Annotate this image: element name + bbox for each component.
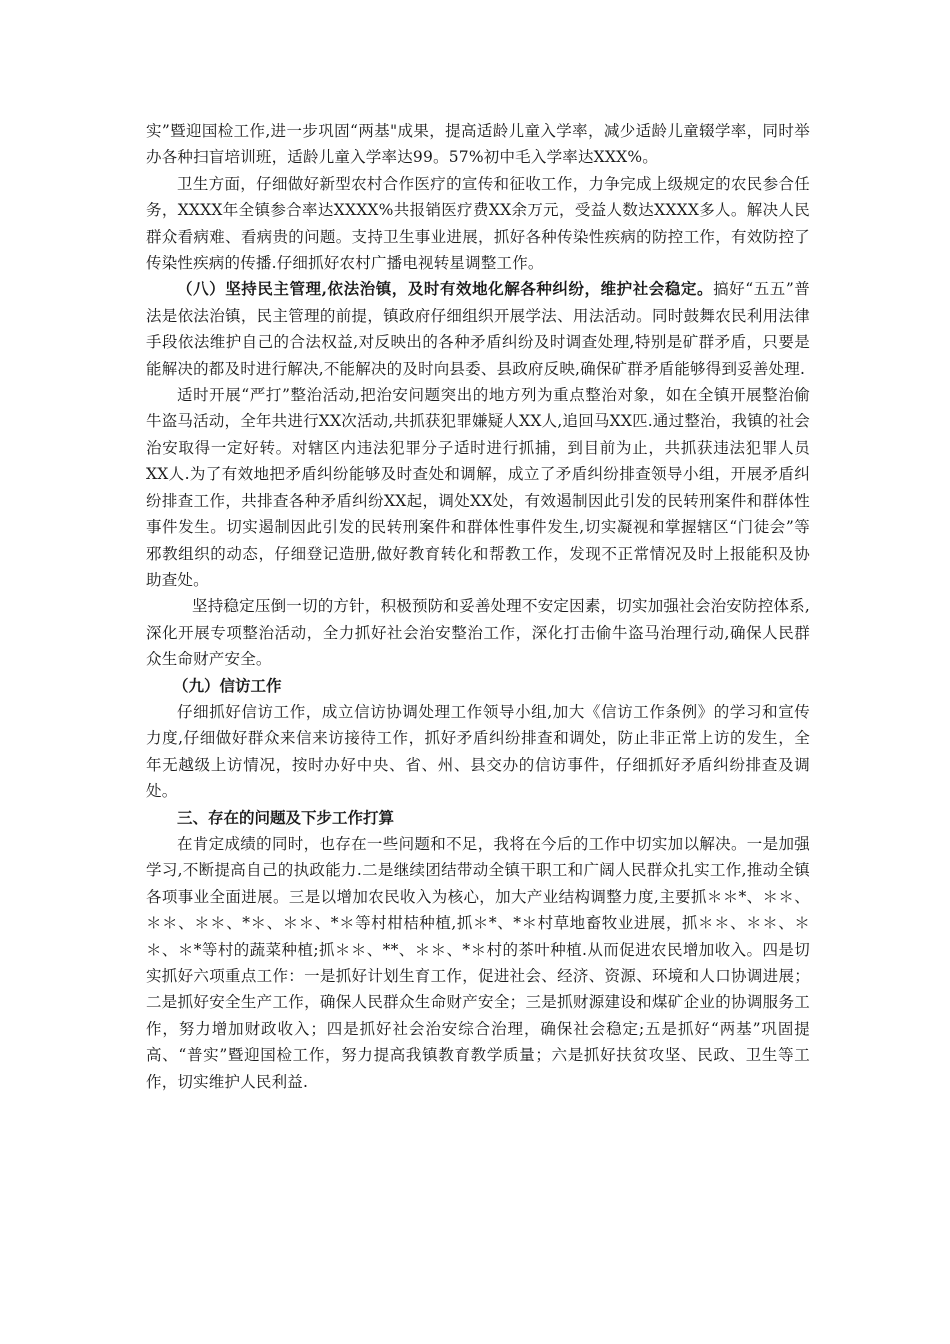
document-body <box>146 118 810 1095</box>
paragraph-strike-hard: 适时开展“严打”整治活动,把治安问题突出的地方列为重点整治对象，如在全镇开展整治偷牛盗马活动，全年共进行XX次活动,共抓获犯罪嫌疑人XX人,追回马XX匹.通过整治，我镇的社会治安取得一定好转。对辖区内违法犯罪分子适时进行抓捕，到目前为止，共抓获违法犯罪人员XX人.为了有效地把矛盾纠纷能够及时查处和调解，成立了矛盾纠纷排查领导小组，开展矛盾纠纷排查工作，共排查各种矛盾纠纷XX起，调处XX处，有效遏制因此引发的民转刑案件和群体性事件发生。切实遏制因此引发的民转刑案件和群体性事件发生,切实凝视和掌握辖区“门徒会”等邪教组织的动态，仔细登记造册,做好教育转化和帮教工作，发现不正常情况及时上报能积及协助查处。 <box>146 386 810 589</box>
section-nine-heading: （九）信访工作 <box>173 675 282 695</box>
section-three-heading: 三、存在的问题及下步工作打算 <box>177 807 395 827</box>
paragraph-education: 实”暨迎国检工作,进一步巩固“两基"成果，提高适龄儿童入学率，减少适龄儿童辍学率，同时举办各种扫盲培训班，适龄儿童入学率达99。57%初中毛入学率达XXX%。 <box>146 122 810 167</box>
paragraph-health: 卫生方面，仔细做好新型农村合作医疗的宣传和征收工作，力争完成上级规定的农民参合任务，XXXX年全镇参合率达XXXX%共报销医疗费XX余万元，受益人数达XXXX多人。解决人民群众看病难、看病贵的问题。支持卫生事业进展，抓好各种传染性疾病的防控工作，有效防控了传染性疾病的传播.仔细抓好农村广播电视转星调整工作。 <box>146 174 810 273</box>
paragraph-petition: 仔细抓好信访工作，成立信访协调处理工作领导小组,加大《信访工作条例》的学习和宣传力度,仔细做好群众来信来访接待工作，抓好矛盾纠纷排查和调处，防止非正常上访的发生，全年无越级上访情况，按时办好中央、省、州、县交办的信访事件，仔细抓好矛盾纠纷排查及调处。 <box>146 702 810 801</box>
section-eight-text: 搞好“五五”普法是依法治镇，民主管理的前提，镇政府仔细组织开展学法、用法活动。同时鼓舞农民利用法律手段依法维护自己的合法权益,对反映出的各种矛盾纠纷及时调查处理,特别是矿群矛盾，只要是能解决的都及时进行解决,不能解决的及时向县委、县政府反映,确保矿群矛盾能够得到妥善处理. <box>146 280 811 378</box>
paragraph-rule-of-law <box>146 276 810 382</box>
paragraph-stability: 坚持稳定压倒一切的方针，积极预防和妥善处理不安定因素，切实加强社会治安防控体系,深化开展专项整治活动，全力抓好社会治安整治工作，深化打击偷牛盗马治理行动,确保人民群众生命财产安全。 <box>146 597 810 669</box>
section-eight-heading: （八）坚持民主管理,依法治镇，及时有效地化解各种纠纷，维护社会稳定。 <box>177 279 714 299</box>
paragraph-next-steps: 在肯定成绩的同时，也存在一些问题和不足，我将在今后的工作中切实加以解决。一是加强学习,不断提高自己的执政能力.二是继续团结带动全镇干职工和广阔人民群众扎实工作,推动全镇各项事业全面进展。三是以增加农民收入为核心，加大产业结构调整力度,主要抓＊＊*、＊＊、＊＊、＊＊、*＊、＊＊、*＊等村柑桔种植,抓＊*、*＊村草地畜牧业进展，抓＊＊、＊＊、＊＊、＊*等村的蔬菜种植;抓＊＊、**、＊＊、*＊村的茶叶种植.从而促进农民增加收入。四是切实抓好六项重点工作：一是抓好计划生育工作，促进社会、经济、资源、环境和人口协调进展；二是抓好安全生产工作，确保人民群众生命财产安全；三是抓财源建设和煤矿企业的协调服务工作，努力增加财政收入；四是抓好社会治安综合治理，确保社会稳定;五是抓好“两基”巩固提高、“普实”暨迎国检工作，努力提高我镇教育教学质量；六是抓好扶贫攻坚、民政、卫生等工作，切实维护人民利益. <box>146 834 810 1091</box>
